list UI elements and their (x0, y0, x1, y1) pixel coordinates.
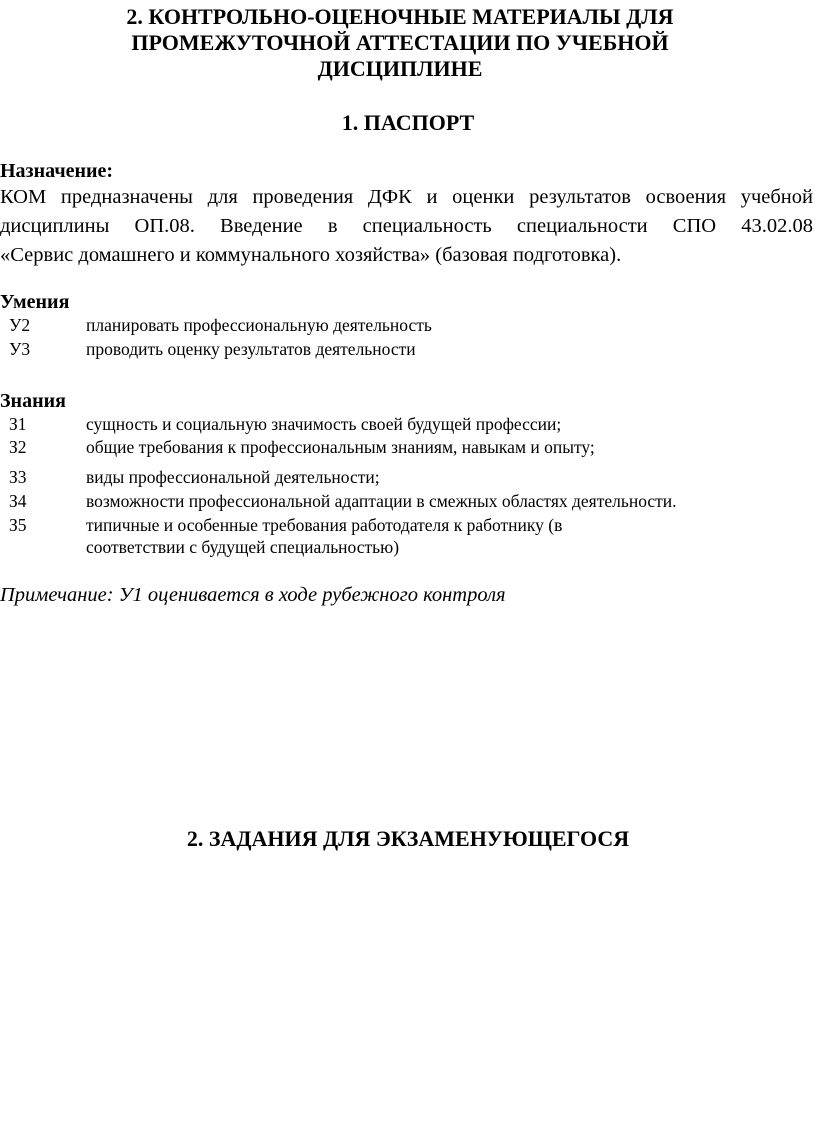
knowledge-code: З4 (9, 491, 27, 511)
knowledge-code: З2 (9, 437, 27, 457)
purpose-line-2: дисциплины ОП.08. Введение в специальность специальности СПО 43.02.08 (0, 215, 813, 237)
purpose-line-3: «Сервис домашнего и коммунального хозяйства» (базовая подготовка). (0, 244, 622, 266)
knowledge-text: возможности профессиональной адаптации в смежных областях деятельности. (86, 491, 677, 511)
knowledge-text (86, 514, 786, 558)
purpose-label: Назначение: (0, 160, 114, 182)
document-title (120, 4, 680, 82)
knowledge-text-line-1: типичные и особенные требования работодателя к работнику (в (86, 515, 563, 535)
knowledge-text: общие требования к профессиональным знаниям, навыкам и опыту; (86, 437, 595, 457)
skill-text: проводить оценку результатов деятельности (86, 339, 416, 359)
knowledge-code: З1 (9, 414, 27, 434)
purpose-paragraph (0, 183, 813, 270)
skill-text: планировать профессиональную деятельность (86, 315, 432, 335)
skills-label: Умения (0, 291, 70, 313)
title-line-1: 2. КОНТРОЛЬНО-ОЦЕНОЧНЫЕ МАТЕРИАЛЫ ДЛЯ (126, 4, 674, 29)
knowledge-code: З5 (9, 515, 27, 535)
knowledge-label: Знания (0, 390, 66, 412)
title-line-2: ПРОМЕЖУТОЧНОЙ АТТЕСТАЦИИ ПО УЧЕБНОЙ (131, 30, 669, 55)
tasks-heading: 2. ЗАДАНИЯ ДЛЯ ЭКЗАМЕНУЮЩЕГОСЯ (186, 826, 630, 851)
knowledge-code: З3 (9, 467, 27, 487)
title-line-3: ДИСЦИПЛИНЕ (317, 56, 483, 81)
knowledge-text-line-2: соответствии с будущей специальностью) (86, 537, 400, 557)
skill-code: У3 (9, 339, 31, 359)
skill-code: У2 (9, 315, 31, 335)
knowledge-text: виды профессиональной деятельности; (86, 467, 380, 487)
purpose-line-1: КОМ предназначены для проведения ДФК и оценки результатов освоения учебной (0, 186, 813, 208)
note: Примечание: У1 оценивается в ходе рубежного контроля (0, 584, 506, 606)
passport-heading: 1. ПАСПОРТ (341, 110, 475, 135)
knowledge-text: сущность и социальную значимость своей будущей профессии; (86, 414, 562, 434)
